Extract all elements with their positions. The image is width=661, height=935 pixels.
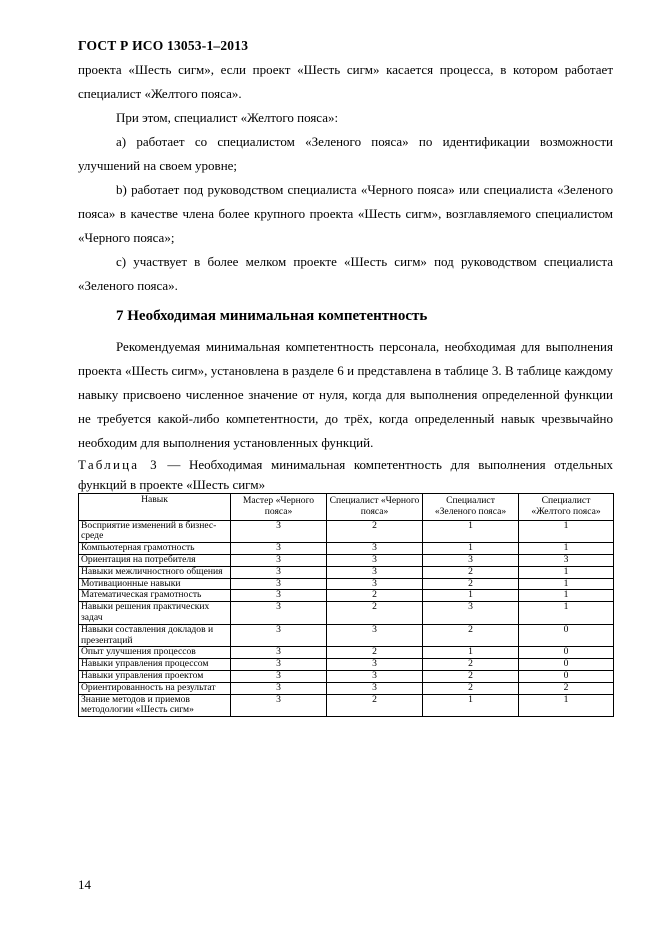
value-cell: 3 [231,602,327,625]
competence-table [78,493,614,717]
value-cell: 0 [519,647,614,659]
value-cell: 3 [327,682,423,694]
skill-cell: Математическая грамотность [79,590,231,602]
table-caption [78,455,613,495]
skill-cell: Ориентация на потребителя [79,554,231,566]
value-cell: 3 [231,590,327,602]
value-cell: 1 [423,647,519,659]
value-cell: 1 [519,590,614,602]
value-cell: 1 [423,520,519,543]
table-row [79,566,614,578]
table-row [79,520,614,543]
table-row [79,670,614,682]
list-item: a) работает со специалистом «Зеленого пояса» по идентификации возможности улучшений на своем уровне; [78,134,613,173]
value-cell: 2 [327,590,423,602]
value-cell: 3 [231,543,327,555]
table-row [79,694,614,717]
table-header-row [79,494,614,521]
value-cell: 2 [423,578,519,590]
value-cell: 1 [423,694,519,717]
paragraph: При этом, специалист «Желтого пояса»: [116,110,339,125]
value-cell: 2 [423,624,519,647]
value-cell: 2 [423,670,519,682]
table-body [79,520,614,717]
table-caption-label: Таблица 3 [78,457,159,472]
value-cell: 3 [231,647,327,659]
value-cell: 0 [519,624,614,647]
skill-cell: Навыки управления проектом [79,670,231,682]
value-cell: 3 [231,520,327,543]
value-cell: 2 [519,682,614,694]
table-caption-text: — Необходимая минимальная компетентность для выполнения отдельных функций в проекте «Шесть сигм» [78,457,613,492]
column-header: Навык [79,494,231,521]
skill-cell: Компьютерная грамотность [79,543,231,555]
value-cell: 3 [519,554,614,566]
value-cell: 3 [423,554,519,566]
column-header: Специалист «Зеленого пояса» [423,494,519,521]
document-body [78,58,613,495]
value-cell: 3 [327,543,423,555]
value-cell: 3 [231,554,327,566]
value-cell: 2 [327,647,423,659]
column-header: Специалист «Желтого пояса» [519,494,614,521]
value-cell: 2 [423,659,519,671]
value-cell: 3 [327,659,423,671]
value-cell: 3 [231,670,327,682]
skill-cell: Ориентированность на результат [79,682,231,694]
value-cell: 1 [519,543,614,555]
table-row [79,647,614,659]
value-cell: 1 [423,590,519,602]
table-row [79,590,614,602]
value-cell: 2 [423,682,519,694]
table-row [79,659,614,671]
value-cell: 2 [423,566,519,578]
value-cell: 3 [423,602,519,625]
table-row [79,624,614,647]
column-header: Мастер «Черного пояса» [231,494,327,521]
value-cell: 0 [519,659,614,671]
value-cell: 1 [519,566,614,578]
value-cell: 3 [327,578,423,590]
value-cell: 3 [231,694,327,717]
document-header: ГОСТ Р ИСО 13053-1–2013 [78,38,249,53]
skill-cell: Навыки решения практических задач [79,602,231,625]
column-header: Специалист «Черного пояса» [327,494,423,521]
value-cell: 1 [519,694,614,717]
value-cell: 1 [423,543,519,555]
value-cell: 1 [519,602,614,625]
value-cell: 3 [231,682,327,694]
value-cell: 3 [327,624,423,647]
skill-cell: Мотивационные навыки [79,578,231,590]
value-cell: 3 [327,554,423,566]
value-cell: 2 [327,694,423,717]
value-cell: 3 [231,578,327,590]
section-paragraph: Рекомендуемая минимальная компетентность персонала, необходимая для выполнения проекта «Шесть сигм», установлена в разделе 6 и представлена в таблице 3. В таблице каждому навыку присвоено численное значение от нуля, когда для выполнения определенной функции не требуется какой-либо компетентности, до трёх, когда определенный навык чрезвычайно необходим для выполнения установленных функций. [78,339,613,450]
skill-cell: Знание методов и приемов методологии «Шесть сигм» [79,694,231,717]
value-cell: 2 [327,602,423,625]
section-heading: 7 Необходимая минимальная компетентность [116,308,428,324]
table-row [79,543,614,555]
skill-cell: Навыки составления докладов и презентаций [79,624,231,647]
table-row [79,682,614,694]
list-item: b) работает под руководством специалиста «Черного пояса» или специалиста «Зеленого пояса» в качестве члена более крупного проекта «Шесть сигм», возглавляемого специалистом «Черного пояса»; [78,182,613,245]
table-row [79,578,614,590]
value-cell: 2 [327,520,423,543]
table-row [79,554,614,566]
value-cell: 3 [231,624,327,647]
value-cell: 1 [519,520,614,543]
value-cell: 3 [231,566,327,578]
value-cell: 3 [231,659,327,671]
skill-cell: Навыки управления процессом [79,659,231,671]
list-item: c) участвует в более мелком проекте «Шесть сигм» под руководством специалиста «Зеленого пояса». [78,254,613,293]
value-cell: 3 [327,670,423,682]
skill-cell: Восприятие изменений в бизнес-среде [79,520,231,543]
table-row [79,602,614,625]
value-cell: 0 [519,670,614,682]
value-cell: 1 [519,578,614,590]
skill-cell: Опыт улучшения процессов [79,647,231,659]
page-number: 14 [78,877,91,892]
skill-cell: Навыки межличностного общения [79,566,231,578]
value-cell: 3 [327,566,423,578]
paragraph: проекта «Шесть сигм», если проект «Шесть сигм» касается процесса, в котором работает специалист «Желтого пояса». [78,62,613,101]
